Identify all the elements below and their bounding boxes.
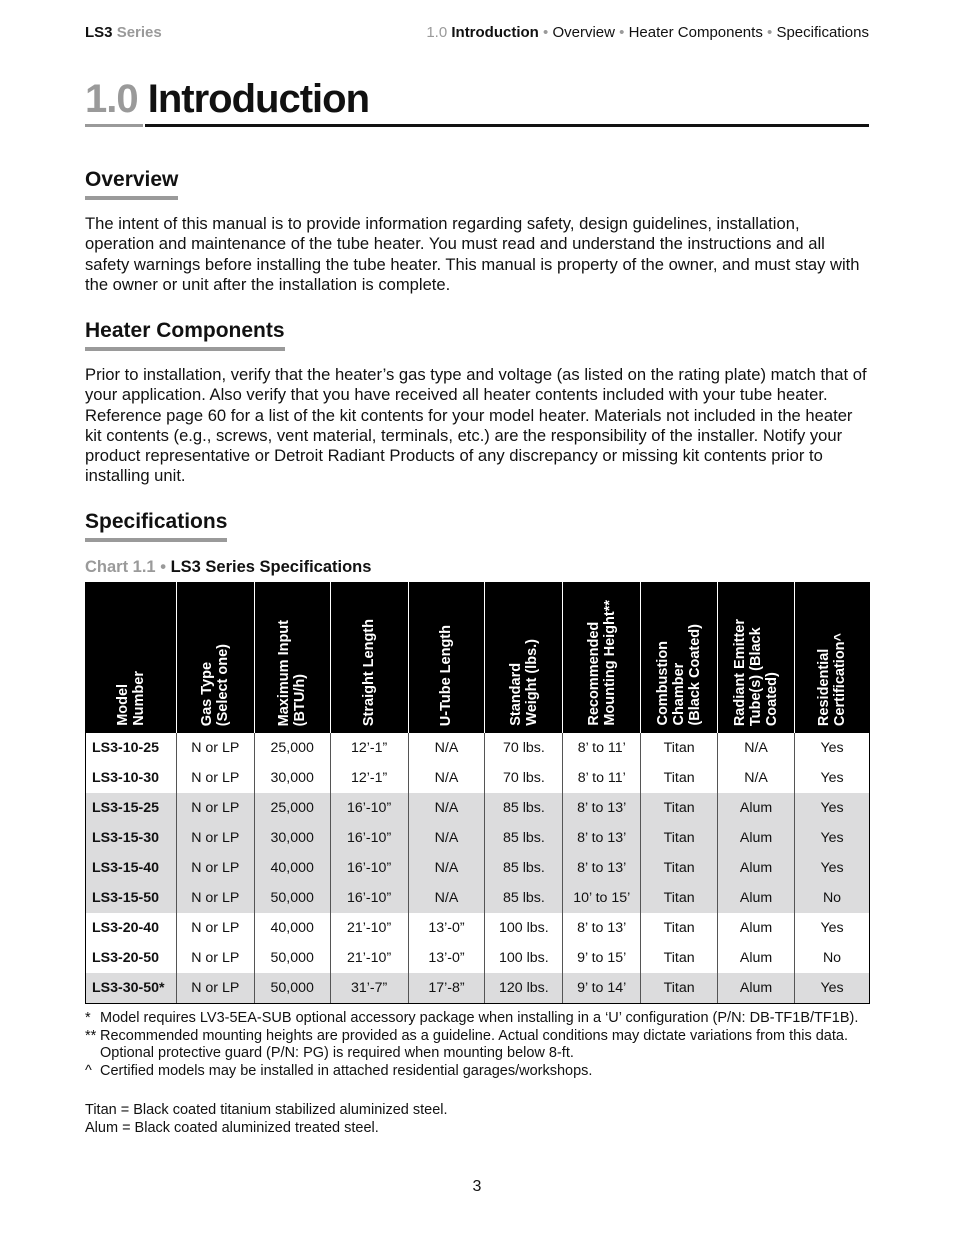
table-row <box>86 883 870 913</box>
table-cell: N or LP <box>176 973 254 1004</box>
model-cell: LS3-15-30 <box>86 823 177 853</box>
table-cell: N/A <box>408 853 485 883</box>
table-cell: 85 lbs. <box>485 823 563 853</box>
table-header-row <box>86 582 870 733</box>
components-heading: Heater Components <box>85 319 285 342</box>
footnote-mounting: ** Recommended mounting heights are provided as a guideline. Actual conditions may dictate variations from this data. Optional protective guard (P/N: PG) is required when mounting below 8-ft. <box>85 1027 848 1061</box>
table-footnotes <box>85 1010 869 1080</box>
table-cell: N/A <box>408 883 485 913</box>
table-cell: 120 lbs. <box>485 973 563 1004</box>
table-cell: N or LP <box>176 823 254 853</box>
table-cell: Yes <box>795 973 870 1004</box>
table-cell: 16’-10” <box>330 853 408 883</box>
table-cell: Alum <box>718 943 795 973</box>
table-row <box>86 943 870 973</box>
running-header <box>85 24 869 44</box>
footnote-certification: ^ Certified models may be installed in attached residential garages/workshops. <box>85 1062 593 1079</box>
chart-title: LS3 Series Specifications <box>170 558 372 576</box>
table-cell: Yes <box>795 793 870 823</box>
table-cell: Yes <box>795 913 870 943</box>
table-row <box>86 733 870 763</box>
table-cell: Titan <box>641 793 718 823</box>
header-breadcrumb: 1.0 Introduction • Overview • Heater Components • Specifications <box>426 24 869 41</box>
legend-titan: Titan = Black coated titanium stabilized aluminized steel. <box>85 1102 448 1118</box>
section-rule <box>85 196 178 200</box>
page-number: 3 <box>472 1178 482 1195</box>
table-cell: Titan <box>641 823 718 853</box>
chart-number: Chart 1.1 • <box>85 558 166 576</box>
series-name: LS3 <box>85 24 113 41</box>
chapter-rule-accent <box>85 124 143 127</box>
table-cell: 10’ to 15’ <box>563 883 641 913</box>
footnote-model: * Model requires LV3-5EA-SUB optional accessory package when installing in a ‘U’ configuration (P/N: DB-TF1B/TF1B). <box>85 1010 859 1026</box>
table-cell: 16’-10” <box>330 823 408 853</box>
table-row <box>86 823 870 853</box>
table-cell: 12’-1” <box>330 733 408 763</box>
table-cell: 40,000 <box>254 913 330 943</box>
header-section-number: 1.0 <box>426 24 448 41</box>
heater-components-section <box>85 318 869 487</box>
specifications-heading: Specifications <box>85 510 228 533</box>
table-cell: N/A <box>718 763 795 793</box>
table-cell: 8’ to 13’ <box>563 853 641 883</box>
table-cell: N or LP <box>176 913 254 943</box>
table-cell: 17’-8” <box>408 973 485 1004</box>
overview-heading: Overview <box>85 168 179 191</box>
table-cell: N or LP <box>176 793 254 823</box>
table-cell: 8’ to 13’ <box>563 823 641 853</box>
chart-caption <box>85 558 371 577</box>
table-cell: 25,000 <box>254 793 330 823</box>
table-cell: 9’ to 14’ <box>563 973 641 1004</box>
legend-alum: Alum = Black coated aluminized treated steel. <box>85 1119 379 1136</box>
table-cell: Titan <box>641 913 718 943</box>
model-cell: LS3-15-40 <box>86 853 177 883</box>
table-row <box>86 853 870 883</box>
column-header: Standard Weight (lbs.) <box>485 582 563 733</box>
table-cell: 30,000 <box>254 763 330 793</box>
table-row <box>86 973 870 1004</box>
specifications-section <box>85 509 869 542</box>
chapter-number: 1.0 <box>85 77 138 121</box>
column-header: Radiant Emitter Tube(s) (Black Coated) <box>718 582 795 733</box>
column-header: Model Number <box>86 582 177 733</box>
table-cell: Titan <box>641 763 718 793</box>
model-cell: LS3-10-25 <box>86 733 177 763</box>
column-header: Maximum Input (BTU/h) <box>254 582 330 733</box>
table-cell: 70 lbs. <box>485 733 563 763</box>
overview-body: The intent of this manual is to provide information regarding safety, design guidelines, installation, operation and maintenance of the tube heater. You must read and understand the instructions and all safety warnings before installing the tube heater. This manual is property of the owner, and must stay with the owner or unit after the installation is complete. <box>85 214 860 294</box>
table-cell: Yes <box>795 823 870 853</box>
table-cell: Alum <box>718 973 795 1004</box>
table-cell: 8’ to 11’ <box>563 733 641 763</box>
components-body: Prior to installation, verify that the heater’s gas type and voltage (as listed on the rating plate) match that of your application. Also verify that you have received all heater contents included with your tube heater. Reference page 60 for a list of the kit contents for your model heater. Materials not included in the heater kit contents (e.g., screws, vent material, terminals, etc.) are the responsibility of the installer. Notify your product representative or Detroit Radiant Products of any discrepancy or missing kit contents prior to installing unit. <box>85 365 867 486</box>
table-cell: 9’ to 15’ <box>563 943 641 973</box>
series-label <box>85 24 162 41</box>
breadcrumb-heater-components: Heater Components <box>628 24 763 41</box>
header-section-label: Introduction <box>451 24 539 41</box>
table-cell: Titan <box>641 943 718 973</box>
table-cell: N/A <box>408 763 485 793</box>
table-cell: 21’-10” <box>330 913 408 943</box>
chapter-heading <box>85 77 869 129</box>
column-header: Combustion Chamber (Black Coated) <box>641 582 718 733</box>
model-cell: LS3-30-50* <box>86 973 177 1004</box>
table-cell: N/A <box>408 823 485 853</box>
table-cell: 16’-10” <box>330 793 408 823</box>
table-cell: 8’ to 11’ <box>563 763 641 793</box>
overview-section <box>85 167 869 295</box>
section-rule <box>85 538 227 542</box>
table-cell: N/A <box>718 733 795 763</box>
table-cell: 70 lbs. <box>485 763 563 793</box>
table-cell: 12’-1” <box>330 763 408 793</box>
table-cell: 13’-0” <box>408 943 485 973</box>
table-cell: 85 lbs. <box>485 793 563 823</box>
page-title <box>85 77 869 121</box>
table-cell: Yes <box>795 853 870 883</box>
table-cell: N or LP <box>176 733 254 763</box>
table-cell: 50,000 <box>254 943 330 973</box>
table-cell: Titan <box>641 973 718 1004</box>
table-cell: Titan <box>641 853 718 883</box>
table-cell: Alum <box>718 883 795 913</box>
table-cell: 50,000 <box>254 973 330 1004</box>
table-cell: Titan <box>641 733 718 763</box>
table-cell: Alum <box>718 913 795 943</box>
table-row <box>86 763 870 793</box>
table-cell: 85 lbs. <box>485 853 563 883</box>
section-rule <box>85 347 285 351</box>
table-cell: 40,000 <box>254 853 330 883</box>
table-row <box>86 793 870 823</box>
model-cell: LS3-15-50 <box>86 883 177 913</box>
table-cell: 31’-7” <box>330 973 408 1004</box>
table-cell: No <box>795 883 870 913</box>
table-cell: 85 lbs. <box>485 883 563 913</box>
table-cell: N or LP <box>176 883 254 913</box>
model-cell: LS3-20-40 <box>86 913 177 943</box>
column-header: Gas Type (Select one) <box>176 582 254 733</box>
breadcrumb-specifications: Specifications <box>776 24 869 41</box>
table-cell: 8’ to 13’ <box>563 913 641 943</box>
table-cell: Yes <box>795 733 870 763</box>
table-cell: 8’ to 13’ <box>563 793 641 823</box>
table-cell: 13’-0” <box>408 913 485 943</box>
model-cell: LS3-20-50 <box>86 943 177 973</box>
table-cell: 21’-10” <box>330 943 408 973</box>
table-cell: Yes <box>795 763 870 793</box>
table-cell: N or LP <box>176 853 254 883</box>
model-cell: LS3-10-30 <box>86 763 177 793</box>
table-cell: 100 lbs. <box>485 943 563 973</box>
chapter-rule <box>145 124 869 127</box>
specifications-table <box>85 582 870 1004</box>
table-cell: 50,000 <box>254 883 330 913</box>
table-cell: 25,000 <box>254 733 330 763</box>
model-cell: LS3-15-25 <box>86 793 177 823</box>
series-word: Series <box>116 24 162 41</box>
table-cell: Alum <box>718 793 795 823</box>
column-header: U-Tube Length <box>408 582 485 733</box>
table-cell: No <box>795 943 870 973</box>
chapter-title-text: Introduction <box>147 77 370 121</box>
table-cell: N or LP <box>176 763 254 793</box>
table-cell: Titan <box>641 883 718 913</box>
table-cell: N/A <box>408 793 485 823</box>
column-header: Recommended Mounting Height** <box>563 582 641 733</box>
table-cell: Alum <box>718 853 795 883</box>
table-cell: Alum <box>718 823 795 853</box>
column-header: Residential Certification^ <box>795 582 870 733</box>
table-cell: 100 lbs. <box>485 913 563 943</box>
breadcrumb-overview: Overview <box>552 24 615 41</box>
table-cell: N or LP <box>176 943 254 973</box>
column-header: Straight Length <box>330 582 408 733</box>
table-cell: 30,000 <box>254 823 330 853</box>
table-row <box>86 913 870 943</box>
material-legend <box>85 1102 448 1137</box>
table-cell: N/A <box>408 733 485 763</box>
table-cell: 16’-10” <box>330 883 408 913</box>
